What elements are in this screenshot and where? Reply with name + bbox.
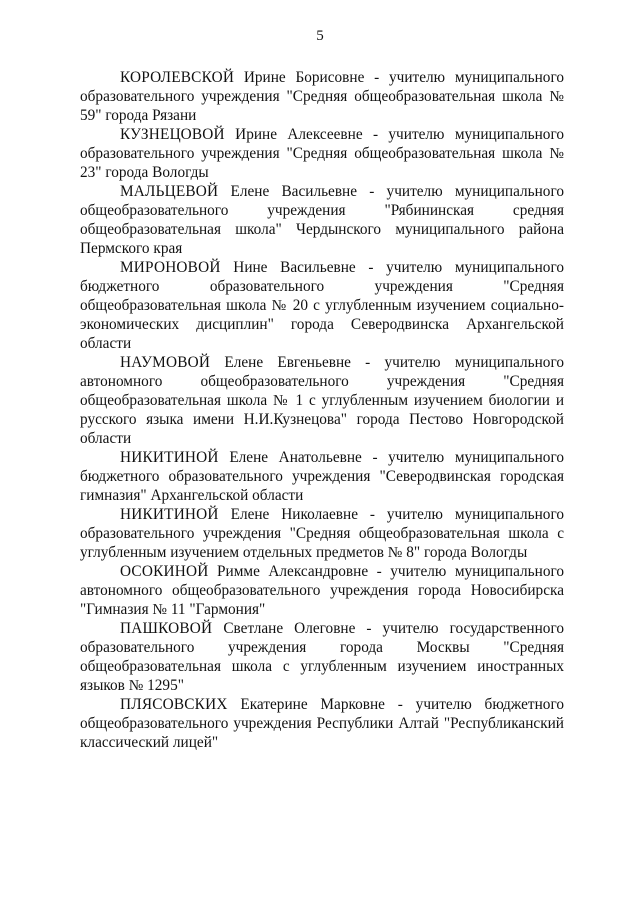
entry-text: Екатерине Марковне - учителю бюджетного общеобразовательного учреждения Республики Алтай "Республиканский классический лицей" (80, 696, 564, 751)
entry-text: Светлане Олеговне - учителю государственного образовательного учреждения города Москвы "Средняя общеобразовательная школа с углубленным изучением иностранных языков № 1295" (80, 620, 564, 694)
surname: КУЗНЕЦОВОЙ (120, 126, 225, 143)
entry-text: Елене Анатольевне - учителю муниципального бюджетного образовательного учреждения "Северодвинская городская гимназия" Архангельской области (80, 449, 564, 504)
surname: ПЛЯСОВСКИХ (120, 696, 228, 713)
entry-text: Елене Васильевне - учителю муниципального общеобразовательного учреждения "Рябининская средняя общеобразовательная школа" Чердынского муниципального района Пермского края (80, 183, 564, 257)
surname: НИКИТИНОЙ (120, 506, 219, 523)
list-item (80, 258, 564, 353)
entry-text: Нине Васильевне - учителю муниципального бюджетного образовательного учреждения "Средняя общеобразовательная школа № 20 с углубленным изучением социально-экономических дисциплин" города Северодвинска Архангельской области (80, 259, 565, 352)
list-item (80, 562, 564, 619)
entry-text: Елене Николаевне - учителю муниципального образовательного учреждения "Средняя общеобразовательная школа с углубленным изучением отдельных предметов № 8" города Вологды (80, 506, 564, 561)
entry-text: Римме Александровне - учителю муниципального автономного общеобразовательного учреждения города Новосибирска "Гимназия № 11 "Гармония" (80, 563, 565, 618)
page-number: 5 (316, 28, 324, 44)
entry-text: Ирине Борисовне - учителю муниципального образовательного учреждения "Средняя общеобразовательная школа № 59" города Рязани (80, 69, 564, 124)
entry-text: Ирине Алексеевне - учителю муниципального образовательного учреждения "Средняя общеобразовательная школа № 23" города Вологды (80, 126, 564, 181)
list-item (80, 353, 564, 448)
surname: ОСОКИНОЙ (120, 563, 209, 580)
surname: КОРОЛЕВСКОЙ (120, 69, 235, 86)
entry-text: Елене Евгеньевне - учителю муниципального автономного общеобразовательного учреждения "Средняя общеобразовательная школа № 1 с углубленным изучением биологии и русского языка имени Н.И.Кузнецова" города Пестово Новгородской области (80, 354, 564, 447)
surname: НАУМОВОЙ (120, 354, 211, 371)
list-item (80, 448, 564, 505)
surname: МИРОНОВОЙ (120, 259, 221, 276)
award-list (80, 68, 564, 752)
list-item (80, 182, 564, 258)
list-item (80, 505, 564, 562)
surname: НИКИТИНОЙ (120, 449, 219, 466)
surname: МАЛЬЦЕВОЙ (120, 183, 219, 200)
list-item (80, 619, 564, 695)
surname: ПАШКОВОЙ (120, 620, 213, 637)
list-item (80, 68, 564, 125)
list-item (80, 125, 564, 182)
list-item (80, 695, 564, 752)
